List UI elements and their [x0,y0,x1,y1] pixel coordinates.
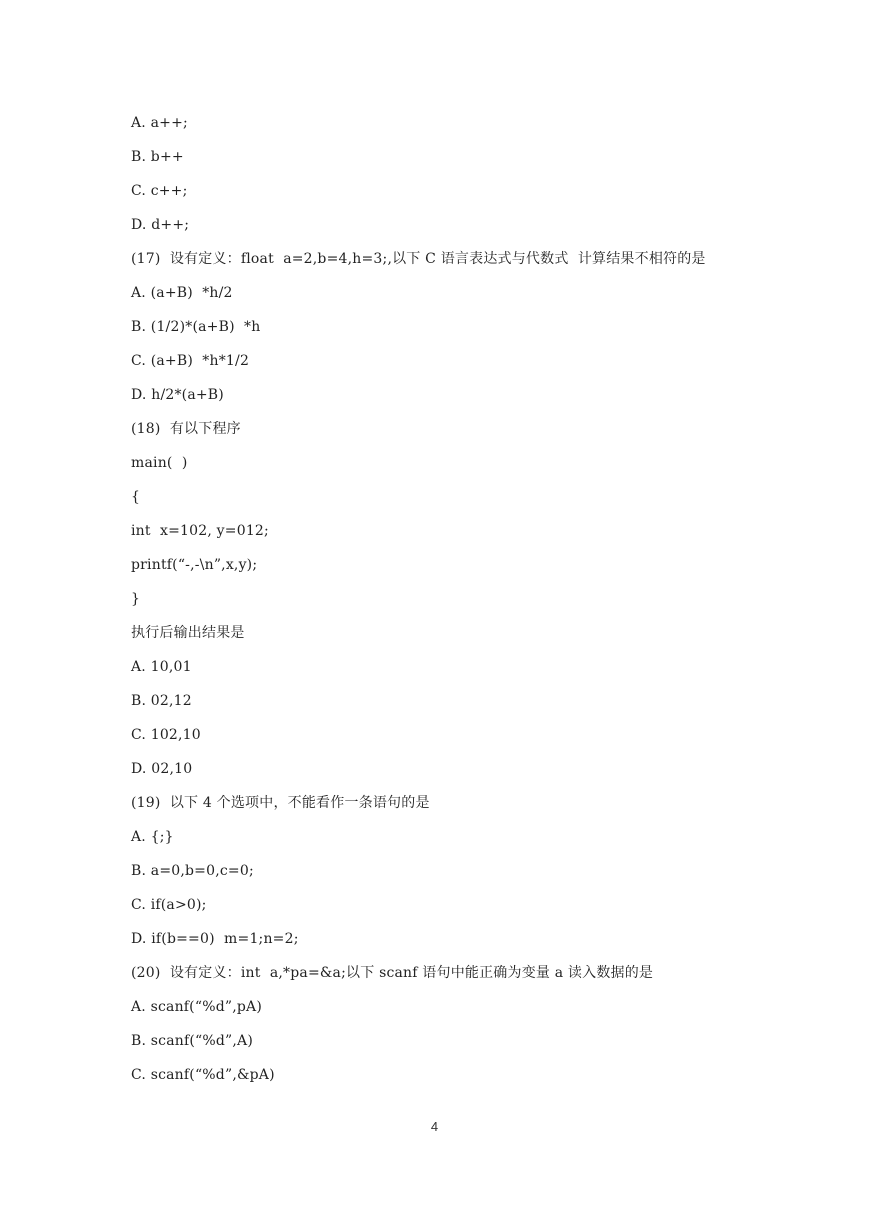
question-text: 执行后输出结果是 [131,625,245,641]
page-content [131,111,831,1097]
option-line: B. scanf(“%d”,A) [131,1033,254,1049]
option-line: B. a=0,b=0,c=0; [131,863,254,879]
option-line: D. d++; [131,217,190,233]
option-line: B. (1/2)*(a+B) *h [131,319,261,335]
option-line: C. if(a>0); [131,897,207,913]
option-line: A. a++; [131,115,188,131]
page-number: 4 [430,1119,439,1134]
option-line: A. scanf(“%d”,pA) [131,999,263,1015]
code-line: } [131,591,141,607]
question-19: (19) 以下 4 个选项中，不能看作一条语句的是 [131,795,430,811]
code-line: { [131,489,141,505]
code-line: printf(“-,-\n”,x,y); [131,557,258,573]
code-line: main( ) [131,455,188,471]
option-line: C. (a+B) *h*1/2 [131,353,250,369]
option-line: B. b++ [131,149,184,165]
option-line: A. (a+B) *h/2 [131,285,233,301]
option-line: C. scanf(“%d”,&pA) [131,1067,275,1083]
question-20: (20) 设有定义：int a,*pa=&a;以下 scanf 语句中能正确为变量 a 读入数据的是 [131,965,654,981]
option-line: B. 02,12 [131,693,192,709]
option-line: A. 10,01 [131,659,192,675]
question-18: (18) 有以下程序 [131,421,241,437]
option-line: A. {;} [131,829,174,845]
question-17: (17) 设有定义：float a=2,b=4,h=3;,以下 C 语言表达式与代数式 计算结果不相符的是 [131,251,706,267]
code-line: int x=102, y=012; [131,523,269,539]
option-line: D. h/2*(a+B) [131,387,224,403]
option-line: C. c++; [131,183,188,199]
option-line: D. if(b==0) m=1;n=2; [131,931,299,947]
option-line: C. 102,10 [131,727,201,743]
option-line: D. 02,10 [131,761,193,777]
